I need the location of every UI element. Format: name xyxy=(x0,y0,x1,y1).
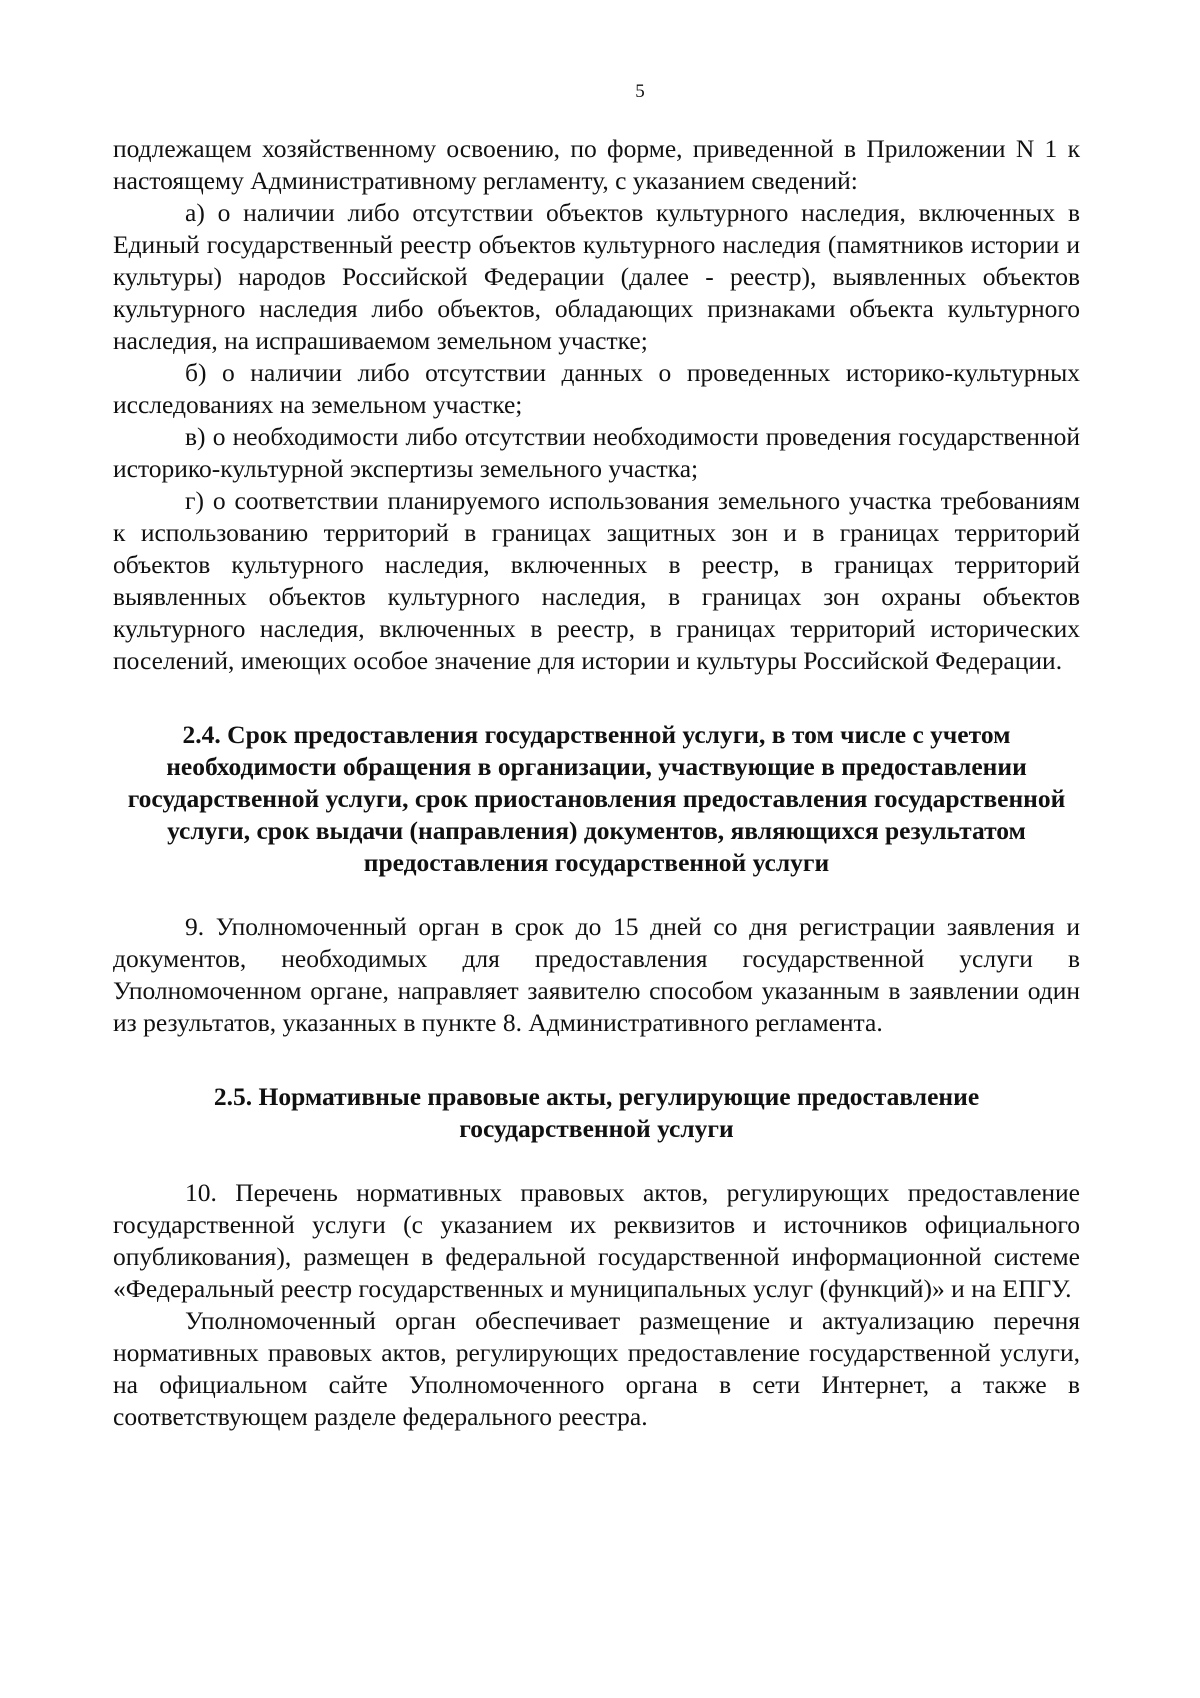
paragraph-10-continuation: Уполномоченный орган обеспечивает размещение и актуализацию перечня нормативных правовых актов, регулирующих предоставление государственной услуги, на официальном сайте Уполномоченного органа в сети Интернет, а также в соответствующем разделе федерального реестра. xyxy=(113,1306,1080,1431)
section-heading-2-4: 2.4. Срок предоставления государственной услуги, в том числе с учетом необходимости обращения в организации, участвующие в предоставлении государственной услуги, срок приостановления предоставления государственной услуги, срок выдачи (направления) документов, являющихся результатом предоставления государственной услуги xyxy=(127,720,1066,877)
paragraph-item-a: а) о наличии либо отсутствии объектов культурного наследия, включенных в Единый государственный реестр объектов культурного наследия (памятников истории и культуры) народов Российской Федерации (далее - реестр), выявленных объектов культурного наследия либо объектов, обладающих признаками объекта культурного наследия, на испрашиваемом земельном участке; xyxy=(113,198,1080,355)
paragraph-item-v: в) о необходимости либо отсутствии необходимости проведения государственной историко-культурной экспертизы земельного участка; xyxy=(113,422,1080,483)
section-heading-2-5: 2.5. Нормативные правовые акты, регулирующие предоставление государственной услуги xyxy=(213,1082,980,1143)
paragraph-10: 10. Перечень нормативных правовых актов, регулирующих предоставление государственной услуги (с указанием их реквизитов и источников официального опубликования), размещен в федеральной государственной информационной системе «Федеральный реестр государственных и муниципальных услуг (функций)» и на ЕПГУ. xyxy=(113,1178,1080,1303)
document-body xyxy=(113,133,1080,1433)
paragraph-item-b: б) о наличии либо отсутствии данных о проведенных историко-культурных исследованиях на земельном участке; xyxy=(113,358,1080,419)
paragraph-9: 9. Уполномоченный орган в срок до 15 дней со дня регистрации заявления и документов, необходимых для предоставления государственной услуги в Уполномоченном органе, направляет заявителю способом указанным в заявлении один из результатов, указанных в пункте 8. Административного регламента. xyxy=(113,912,1080,1037)
page-number: 5 xyxy=(635,81,645,102)
paragraph-item-g: г) о соответствии планируемого использования земельного участка требованиям к использованию территорий в границах защитных зон и в границах территорий объектов культурного наследия, включенных в реестр, в границах территорий выявленных объектов культурного наследия, в границах зон охраны объектов культурного наследия, включенных в реестр, в границах территорий исторических поселений, имеющих особое значение для истории и культуры Российской Федерации. xyxy=(113,486,1080,675)
paragraph-intro-continuation: подлежащем хозяйственному освоению, по форме, приведенной в Приложении N 1 к настоящему Административному регламенту, с указанием сведений: xyxy=(113,134,1080,195)
